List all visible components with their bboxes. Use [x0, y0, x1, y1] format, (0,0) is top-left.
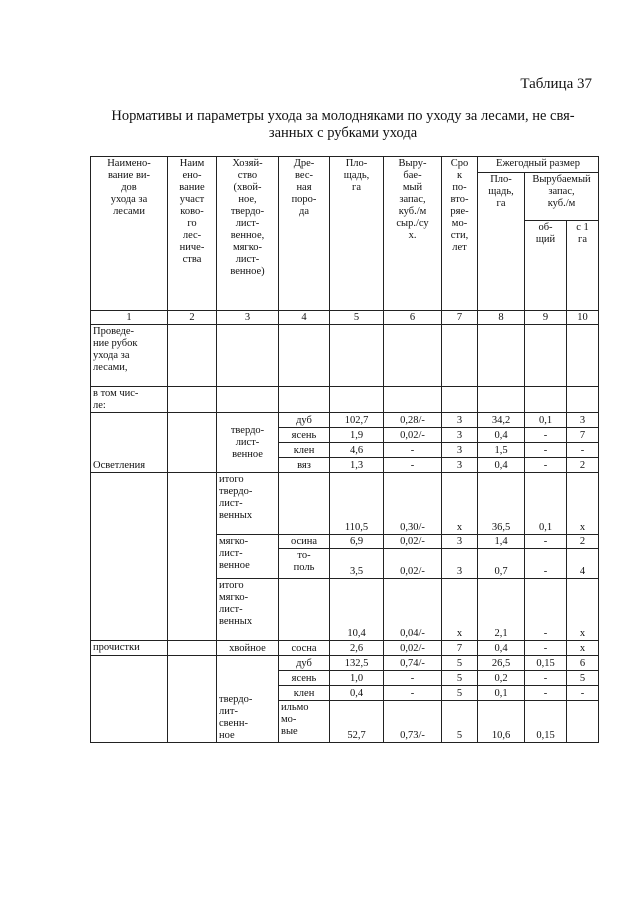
area-value: 4,6 [330, 443, 384, 458]
stock-value: - [384, 443, 442, 458]
total-value: - [525, 641, 567, 656]
col-number: 7 [442, 311, 478, 325]
stock-value: 0,28/- [384, 413, 442, 428]
stock-value: 0,02/- [384, 549, 442, 579]
total-value: 0,1 [525, 473, 567, 535]
row-label-thinning: Проведе- ние рубок ухода за лесами, [91, 325, 168, 387]
species: вяз [279, 458, 330, 473]
species: ильмо мо- вые [279, 701, 330, 743]
area-value: 102,7 [330, 413, 384, 428]
economy-hardwood: твердо- лист- венное [217, 413, 279, 473]
col-number: 3 [217, 311, 279, 325]
annual-area-value: 2,1 [478, 579, 525, 641]
total-value: - [525, 671, 567, 686]
annual-area-value: 26,5 [478, 656, 525, 671]
period-value: 3 [442, 413, 478, 428]
stock-value: 0,02/- [384, 535, 442, 549]
per-ha-value: х [567, 473, 599, 535]
table-row [91, 641, 599, 656]
area-value: 0,4 [330, 686, 384, 701]
period-value: 5 [442, 686, 478, 701]
stock-value: 0,02/- [384, 428, 442, 443]
stock-value: 0,04/- [384, 579, 442, 641]
area-value: 3,5 [330, 549, 384, 579]
stock-value: 0,73/- [384, 701, 442, 743]
total-value: 0,1 [525, 413, 567, 428]
period-value: 3 [442, 428, 478, 443]
per-ha-value: 2 [567, 458, 599, 473]
header-annual-size: Ежегодный размер [478, 157, 599, 173]
species: сосна [279, 641, 330, 656]
annual-area-value: 1,4 [478, 535, 525, 549]
area-value: 52,7 [330, 701, 384, 743]
annual-area-value: 0,4 [478, 428, 525, 443]
row-label-clearing: Осветления [91, 413, 168, 473]
economy-softwood: мягко- лист- венное [217, 535, 279, 579]
area-value: 132,5 [330, 656, 384, 671]
annual-area-value: 0,4 [478, 458, 525, 473]
period-value: 3 [442, 535, 478, 549]
table-row [91, 413, 599, 428]
row-label-including: в том чис- ле: [91, 387, 168, 413]
col-number: 4 [279, 311, 330, 325]
header-repeat-period: Сро к по- вто- ряе- мо- сти, лет [442, 157, 478, 311]
stock-value: 0,30/- [384, 473, 442, 535]
period-value: 3 [442, 443, 478, 458]
table-row [91, 656, 599, 671]
per-ha-value: 7 [567, 428, 599, 443]
per-ha-value [567, 701, 599, 743]
annual-area-value: 36,5 [478, 473, 525, 535]
per-ha-value: - [567, 686, 599, 701]
column-number-row [91, 311, 599, 325]
table-row [91, 387, 599, 413]
period-value: 5 [442, 656, 478, 671]
col-number: 9 [525, 311, 567, 325]
species: то- поль [279, 549, 330, 579]
header-tree-species: Дре- вес- ная поро- да [279, 157, 330, 311]
stock-value: 0,74/- [384, 656, 442, 671]
total-value: - [525, 549, 567, 579]
species: клен [279, 686, 330, 701]
total-value: - [525, 535, 567, 549]
area-value: 110,5 [330, 473, 384, 535]
header-annual-cut-stock: Вырубаемый запас, куб./м [525, 173, 599, 221]
total-value: - [525, 686, 567, 701]
col-number: 5 [330, 311, 384, 325]
area-value: 6,9 [330, 535, 384, 549]
annual-area-value: 0,4 [478, 641, 525, 656]
species: осина [279, 535, 330, 549]
area-value: 2,6 [330, 641, 384, 656]
total-value: - [525, 443, 567, 458]
per-ha-value: 6 [567, 656, 599, 671]
species: ясень [279, 428, 330, 443]
header-area: Пло- щадь, га [330, 157, 384, 311]
header-cut-stock: Выру- бае- мый запас, куб./м сыр./су х. [384, 157, 442, 311]
per-ha-value: х [567, 641, 599, 656]
period-value: 7 [442, 641, 478, 656]
per-ha-value: 2 [567, 535, 599, 549]
total-value: 0,15 [525, 656, 567, 671]
period-value: 5 [442, 701, 478, 743]
total-value: - [525, 579, 567, 641]
table-number-label: Таблица 37 [520, 76, 592, 92]
header-total: об- щий [525, 221, 567, 311]
total-value: - [525, 458, 567, 473]
stock-value: - [384, 458, 442, 473]
col-number: 2 [168, 311, 217, 325]
header-forestry-section: Наим ено- вание участ ково- го лес- ниче- ства [168, 157, 217, 311]
annual-area-value: 0,1 [478, 686, 525, 701]
table-row [91, 325, 599, 387]
total-value: 0,15 [525, 701, 567, 743]
stock-value: - [384, 686, 442, 701]
header-annual-area: Пло- щадь, га [478, 173, 525, 311]
area-value: 1,3 [330, 458, 384, 473]
annual-area-value: 10,6 [478, 701, 525, 743]
period-value: х [442, 473, 478, 535]
per-ha-value: 4 [567, 549, 599, 579]
col-number: 6 [384, 311, 442, 325]
annual-area-value: 0,7 [478, 549, 525, 579]
economy-hardwood-2: твердо- лит- свенн- ное [217, 656, 279, 743]
col-number: 1 [91, 311, 168, 325]
norms-table [90, 156, 599, 743]
species: ясень [279, 671, 330, 686]
area-value: 10,4 [330, 579, 384, 641]
col-number: 10 [567, 311, 599, 325]
header-economy: Хозяй- ство (хвой- ное, твердо- лист- венное, мягко- лист- венное) [217, 157, 279, 311]
subtotal-hardwood-label: итого твердо- лист- венных [217, 473, 279, 535]
economy-coniferous: хвойное [217, 641, 279, 656]
area-value: 1,9 [330, 428, 384, 443]
per-ha-value: 3 [567, 413, 599, 428]
annual-area-value: 34,2 [478, 413, 525, 428]
per-ha-value: - [567, 443, 599, 458]
period-value: х [442, 579, 478, 641]
species: клен [279, 443, 330, 458]
annual-area-value: 0,2 [478, 671, 525, 686]
row-label-cleaning: прочистки [91, 641, 168, 656]
header-per-ha: с 1 га [567, 221, 599, 311]
annual-area-value: 1,5 [478, 443, 525, 458]
subtotal-softwood-label: итого мягко- лист- венных [217, 579, 279, 641]
species: дуб [279, 413, 330, 428]
stock-value: - [384, 671, 442, 686]
species: дуб [279, 656, 330, 671]
stock-value: 0,02/- [384, 641, 442, 656]
table-row [91, 473, 599, 535]
period-value: 3 [442, 458, 478, 473]
col-number: 8 [478, 311, 525, 325]
area-value: 1,0 [330, 671, 384, 686]
header-care-type: Наимено- вание ви- дов ухода за лесами [91, 157, 168, 311]
per-ha-value: 5 [567, 671, 599, 686]
per-ha-value: х [567, 579, 599, 641]
document-title: Нормативы и параметры ухода за молодняками по уходу за лесами, не свя- занных с рубками ухода [111, 108, 575, 141]
total-value: - [525, 428, 567, 443]
period-value: 3 [442, 549, 478, 579]
period-value: 5 [442, 671, 478, 686]
